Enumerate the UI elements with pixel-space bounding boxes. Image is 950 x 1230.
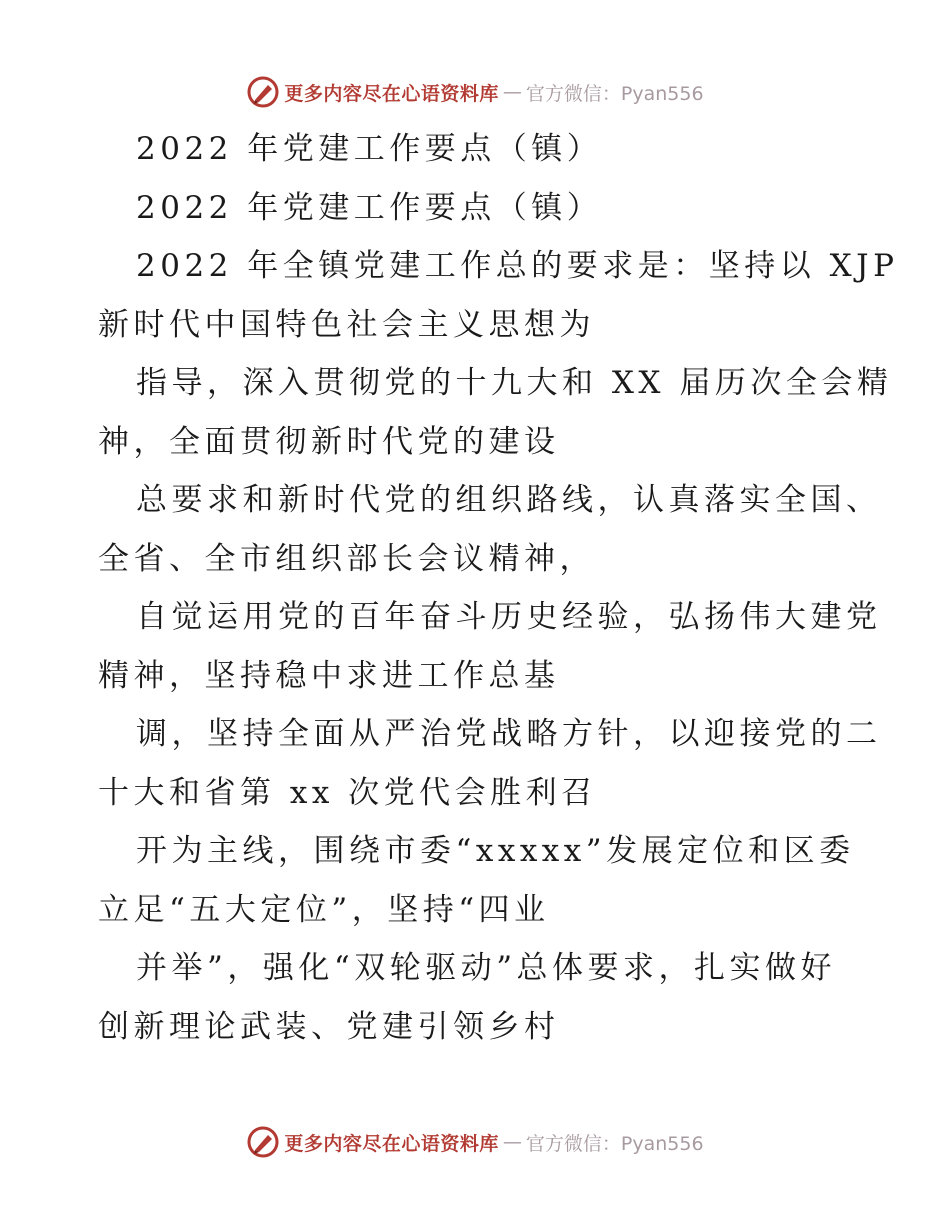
pen-nib-circle-icon [246,1125,280,1159]
watermark-wechat-text: 官方微信：Pyan556 [525,82,704,105]
watermark-wechat-text: 官方微信：Pyan556 [525,1132,704,1155]
document-body [98,120,899,1056]
paragraph-line: 总要求和新时代党的组织路线，认真落实全国、 [136,482,882,518]
paragraph-line: 自觉运用党的百年奋斗历史经验，弘扬伟大建党 [136,599,882,635]
pen-nib-circle-icon [246,75,280,109]
footer-watermark [0,1122,950,1162]
watermark-dash: — [502,81,522,103]
paragraph-line: 全省、全市组织部长会议精神， [98,540,595,577]
header-watermark [0,72,950,112]
paragraph-line: 开为主线，围绕市委“xxxxx”发展定位和区委 [136,833,855,869]
paragraph-line: 神，全面贯彻新时代党的建设 [98,423,560,460]
watermark-main-text: 更多内容尽在心语资料库 [284,1132,499,1155]
watermark-dash: — [502,1131,522,1153]
paragraph-line: 2022 年全镇党建工作总的要求是：坚持以 XJP [136,248,899,284]
paragraph-line: 十大和省第 xx 次党代会胜利召 [98,774,597,811]
paragraph-line: 创新理论武装、党建引领乡村 [98,1008,560,1045]
paragraph-line: 立足“五大定位”，坚持“四业 [98,891,550,928]
paragraph-line: 并举”，强化“双轮驱动”总体要求，扎实做好 [136,950,837,986]
watermark-main-text: 更多内容尽在心语资料库 [284,82,499,105]
paragraph-line: 新时代中国特色社会主义思想为 [98,306,595,343]
paragraph-line: 精神，坚持稳中求进工作总基 [98,657,560,694]
paragraph-line: 调，坚持全面从严治党战略方针，以迎接党的二 [136,716,882,752]
document-subtitle: 2022 年党建工作要点（镇） [136,189,603,226]
paragraph-line: 指导，深入贯彻党的十九大和 XX 届历次全会精 [136,365,893,401]
document-title: 2022 年党建工作要点（镇） [136,131,603,167]
